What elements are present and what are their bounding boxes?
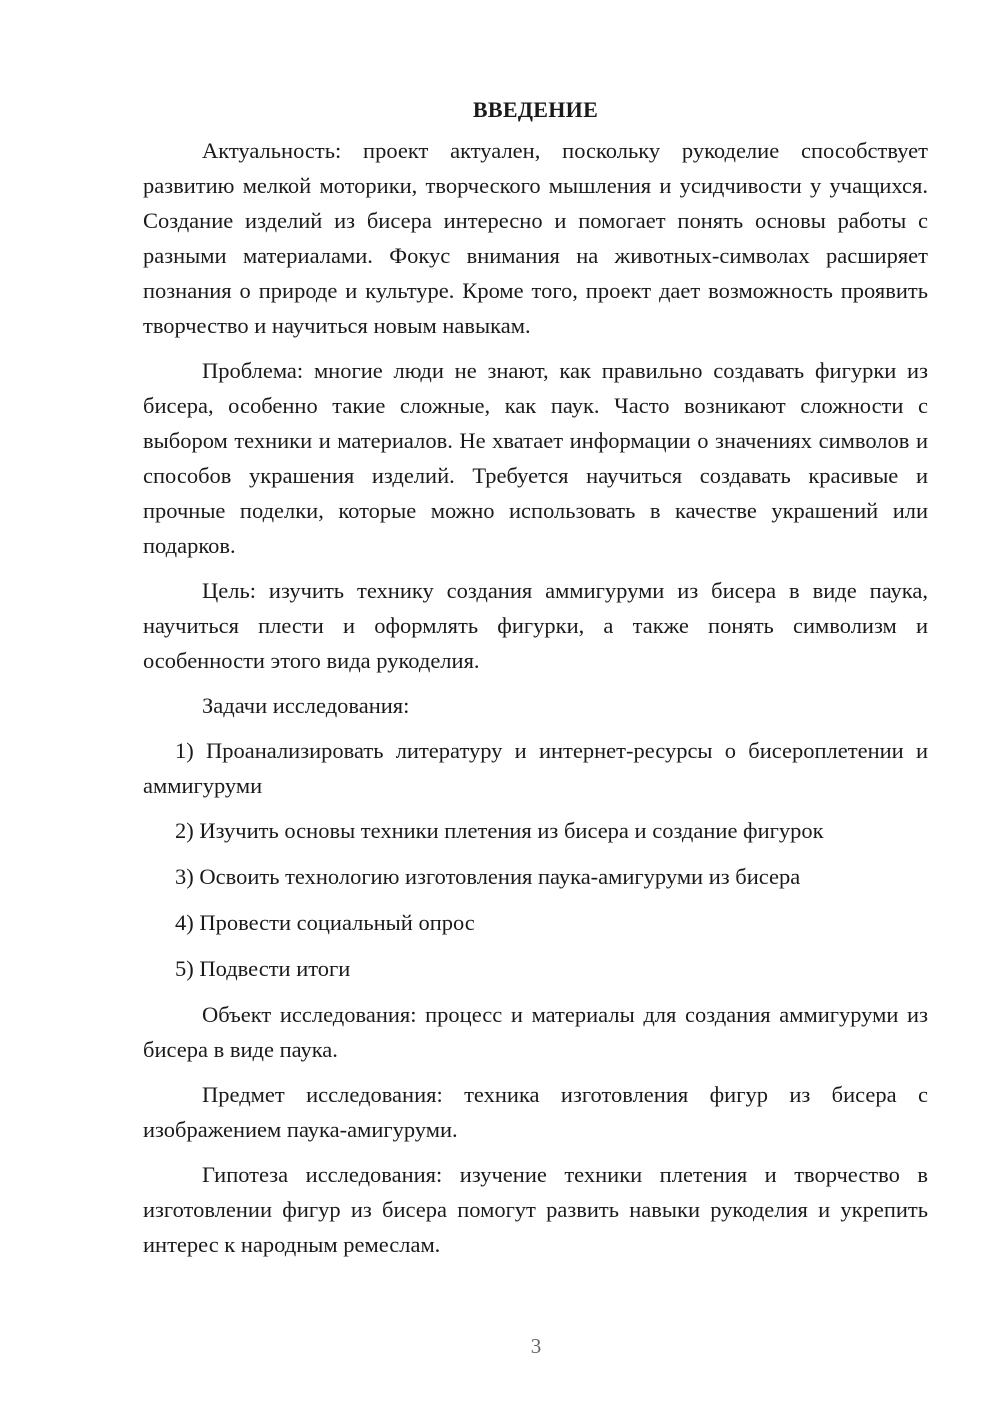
section-title: ВВЕДЕНИЕ [472,97,599,122]
task-item-2: 2) Изучить основы техники плетения из бисера и создание фигурок [175,818,824,843]
paragraph-object: Объект исследования: процесс и материалы для создания аммигуруми из бисера в виде паука. [143,1002,928,1062]
paragraph-problem: Проблема: многие люди не знают, как правильно создавать фигурки из бисера, особенно такие сложные, как паук. Часто возникают сложности с выбором техники и материалов. Не хватает информации о значениях символов и способов украшения изделий. Требуется научиться создавать красивые и прочные поделки, которые можно использовать в качестве украшений или подарков. [143,358,928,558]
task-item-3: 3) Освоить технологию изготовления паука-амигуруми из бисера [175,864,801,889]
paragraph-hypothesis: Гипотеза исследования: изучение техники плетения и творчество в изготовлении фигур из бисера помогут развить навыки рукоделия и укрепить интерес к народным ремеслам. [143,1162,928,1257]
page-number: 3 [530,1334,542,1358]
paragraph-goal: Цель: изучить технику создания аммигуруми из бисера в виде паука, научиться плести и оформлять фигурки, а также понять символизм и особенности этого вида рукоделия. [143,578,928,673]
tasks-heading: Задачи исследования: [202,693,410,718]
task-item-5: 5) Подвести итоги [175,956,351,981]
task-item-4: 4) Провести социальный опрос [175,910,475,935]
document-page [143,92,928,1272]
task-item-1: 1) Проанализировать литературу и интернет-ресурсы о бисероплетении и аммигуруми [143,738,928,798]
paragraph-subject: Предмет исследования: техника изготовления фигур из бисера с изображением паука-амигуруми. [143,1082,928,1142]
paragraph-relevance: Актуальность: проект актуален, поскольку рукоделие способствует развитию мелкой моторики, творческого мышления и усидчивости у учащихся. Создание изделий из бисера интересно и помогает понять основы работы с разными материалами. Фокус внимания на животных-символах расширяет познания о природе и культуре. Кроме того, проект дает возможность проявить творчество и научиться новым навыкам. [143,138,928,338]
